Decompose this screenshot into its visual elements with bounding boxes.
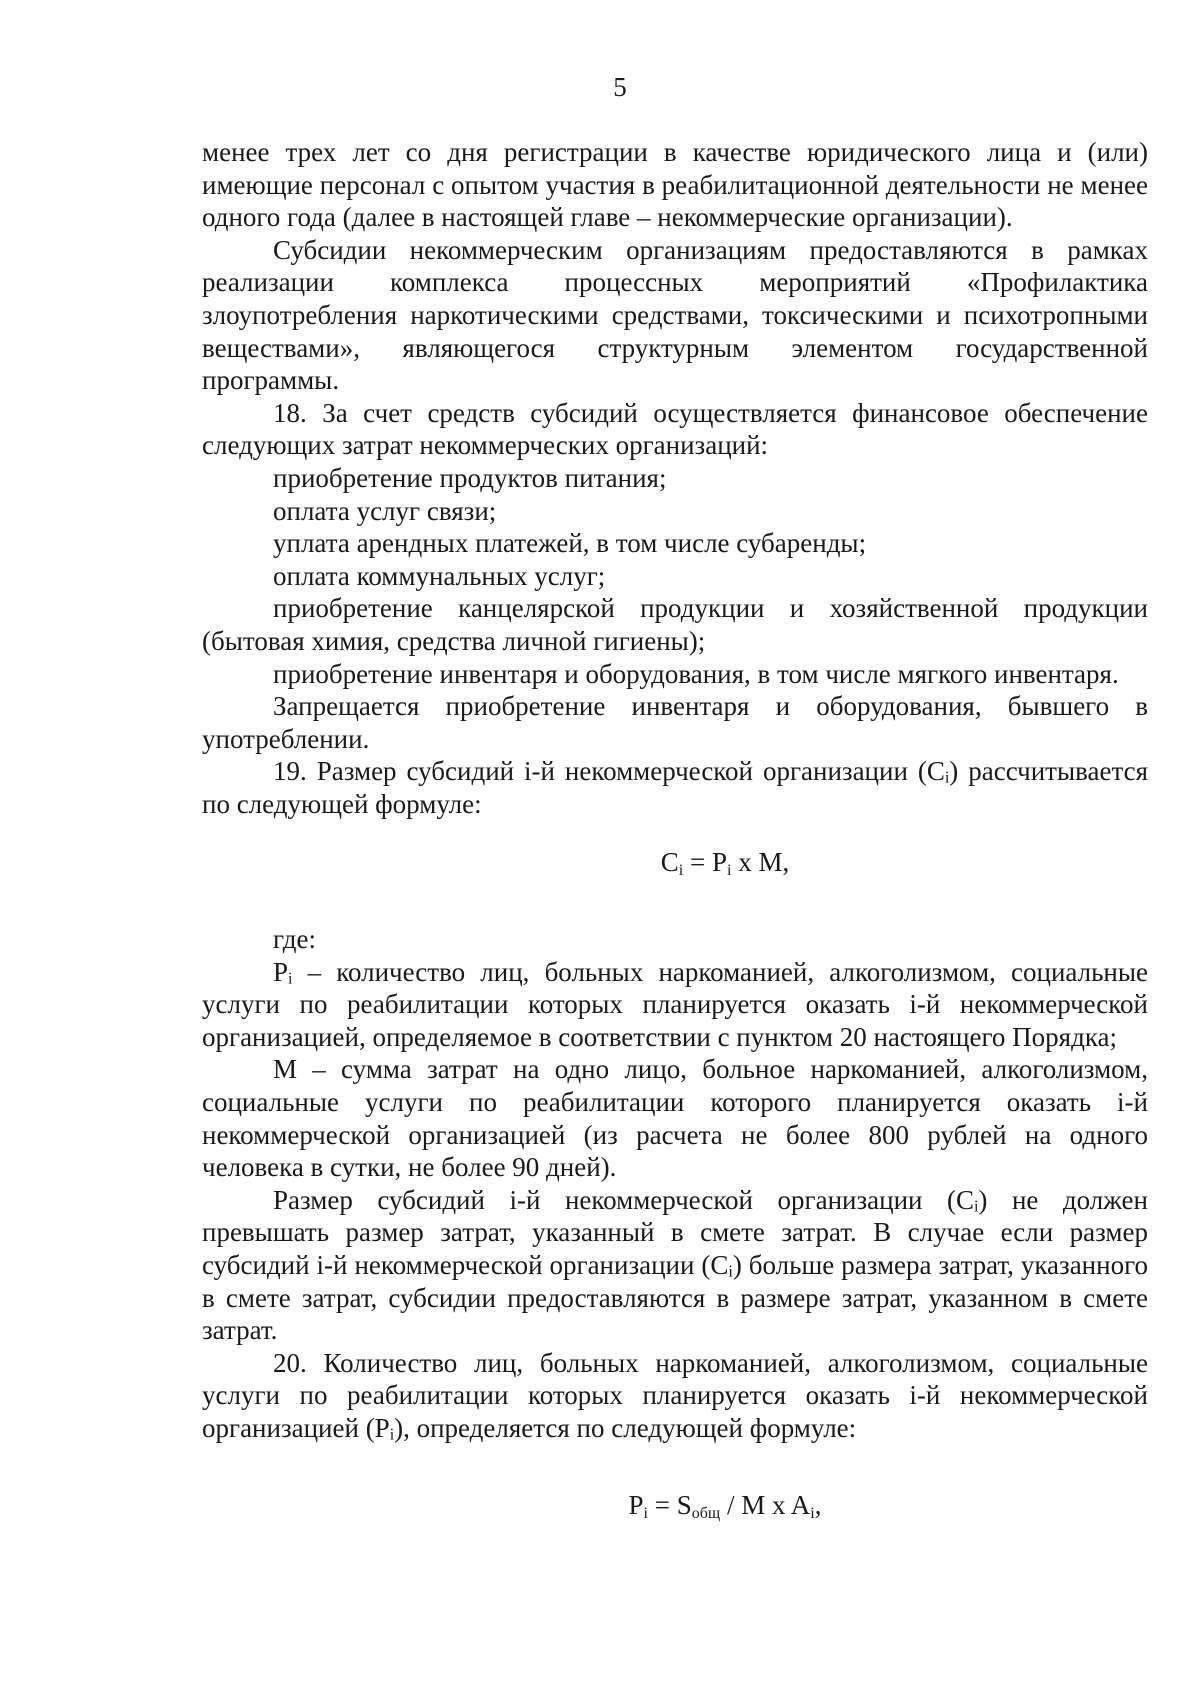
- paragraph-definition-p: Pᵢ – количество лиц, больных наркоманией, алкоголизмом, социальные услуги по реабилитации которых планируется оказать i-й некоммерческой организацией, определяемое в соответствии с пунктом 20 настоящего Порядка;: [202, 956, 1148, 1052]
- formula-persons-count: $P_i = S_{общ} / M$ x $A_i$,: [628, 1489, 822, 1522]
- paragraph-definition-m: М – сумма затрат на одно лицо, больное наркоманией, алкоголизмом, социальные услуги по реабилитации которого планируется оказать i-й некоммерческой организацией (из расчета не более 800 рублей на одного человека в сутки, не более 90 дней).: [202, 1054, 1148, 1183]
- paragraph-continuation: менее трех лет со дня регистрации в качестве юридического лица и (или) имеющие персонал с опытом участия в реабилитационной деятельности не менее одного года (далее в настоящей главе – некоммерческие организации).: [202, 137, 1148, 233]
- formula-subsidy-size: $C_i = P_i$ x M,: [660, 847, 790, 880]
- paragraph-prohibition: Запрещается приобретение инвентаря и оборудования, бывшего в употреблении.: [202, 691, 1148, 754]
- list-item: приобретение канцелярской продукции и хозяйственной продукции (бытовая химия, средства личной гигиены);: [202, 593, 1148, 656]
- document-body: [202, 136, 1148, 1521]
- page-number: 5: [613, 72, 627, 102]
- list-item: оплата коммунальных услуг;: [273, 560, 606, 591]
- list-item: приобретение инвентаря и оборудования, в том числе мягкого инвентаря.: [273, 658, 1119, 689]
- paragraph-18: 18. За счет средств субсидий осуществляется финансовое обеспечение следующих затрат некоммерческих организаций:: [202, 397, 1148, 461]
- list-item: приобретение продуктов питания;: [273, 462, 667, 493]
- list-item: уплата арендных платежей, в том числе субаренды;: [273, 528, 867, 559]
- paragraph-where: где:: [273, 924, 316, 955]
- paragraph-subsidy-limit: Размер субсидий i-й некоммерческой организации (Cᵢ) не должен превышать размер затрат, указанный в смете затрат. В случае если размер субсидий i-й некоммерческой организации (Cᵢ) больше размера затрат, указанного в смете затрат, субсидии предоставляются в размере затрат, указанном в смете затрат.: [202, 1184, 1148, 1346]
- paragraph-subsidies: Субсидии некоммерческим организациям предоставляются в рамках реализации комплекса процессных мероприятий «Профилактика злоупотребления наркотическими средствами, токсическими и психотропными веществами», являющегося структурным элементом государственной программы.: [202, 234, 1148, 396]
- list-item: оплата услуг связи;: [273, 495, 497, 526]
- paragraph-19: 19. Размер субсидий i-й некоммерческой организации (Cᵢ) рассчитывается по следующей формуле:: [202, 756, 1148, 819]
- paragraph-20: 20. Количество лиц, больных наркоманией, алкоголизмом, социальные услуги по реабилитации которых планируется оказать i-й некоммерческой организацией (Pᵢ), определяется по следующей формуле:: [202, 1347, 1148, 1443]
